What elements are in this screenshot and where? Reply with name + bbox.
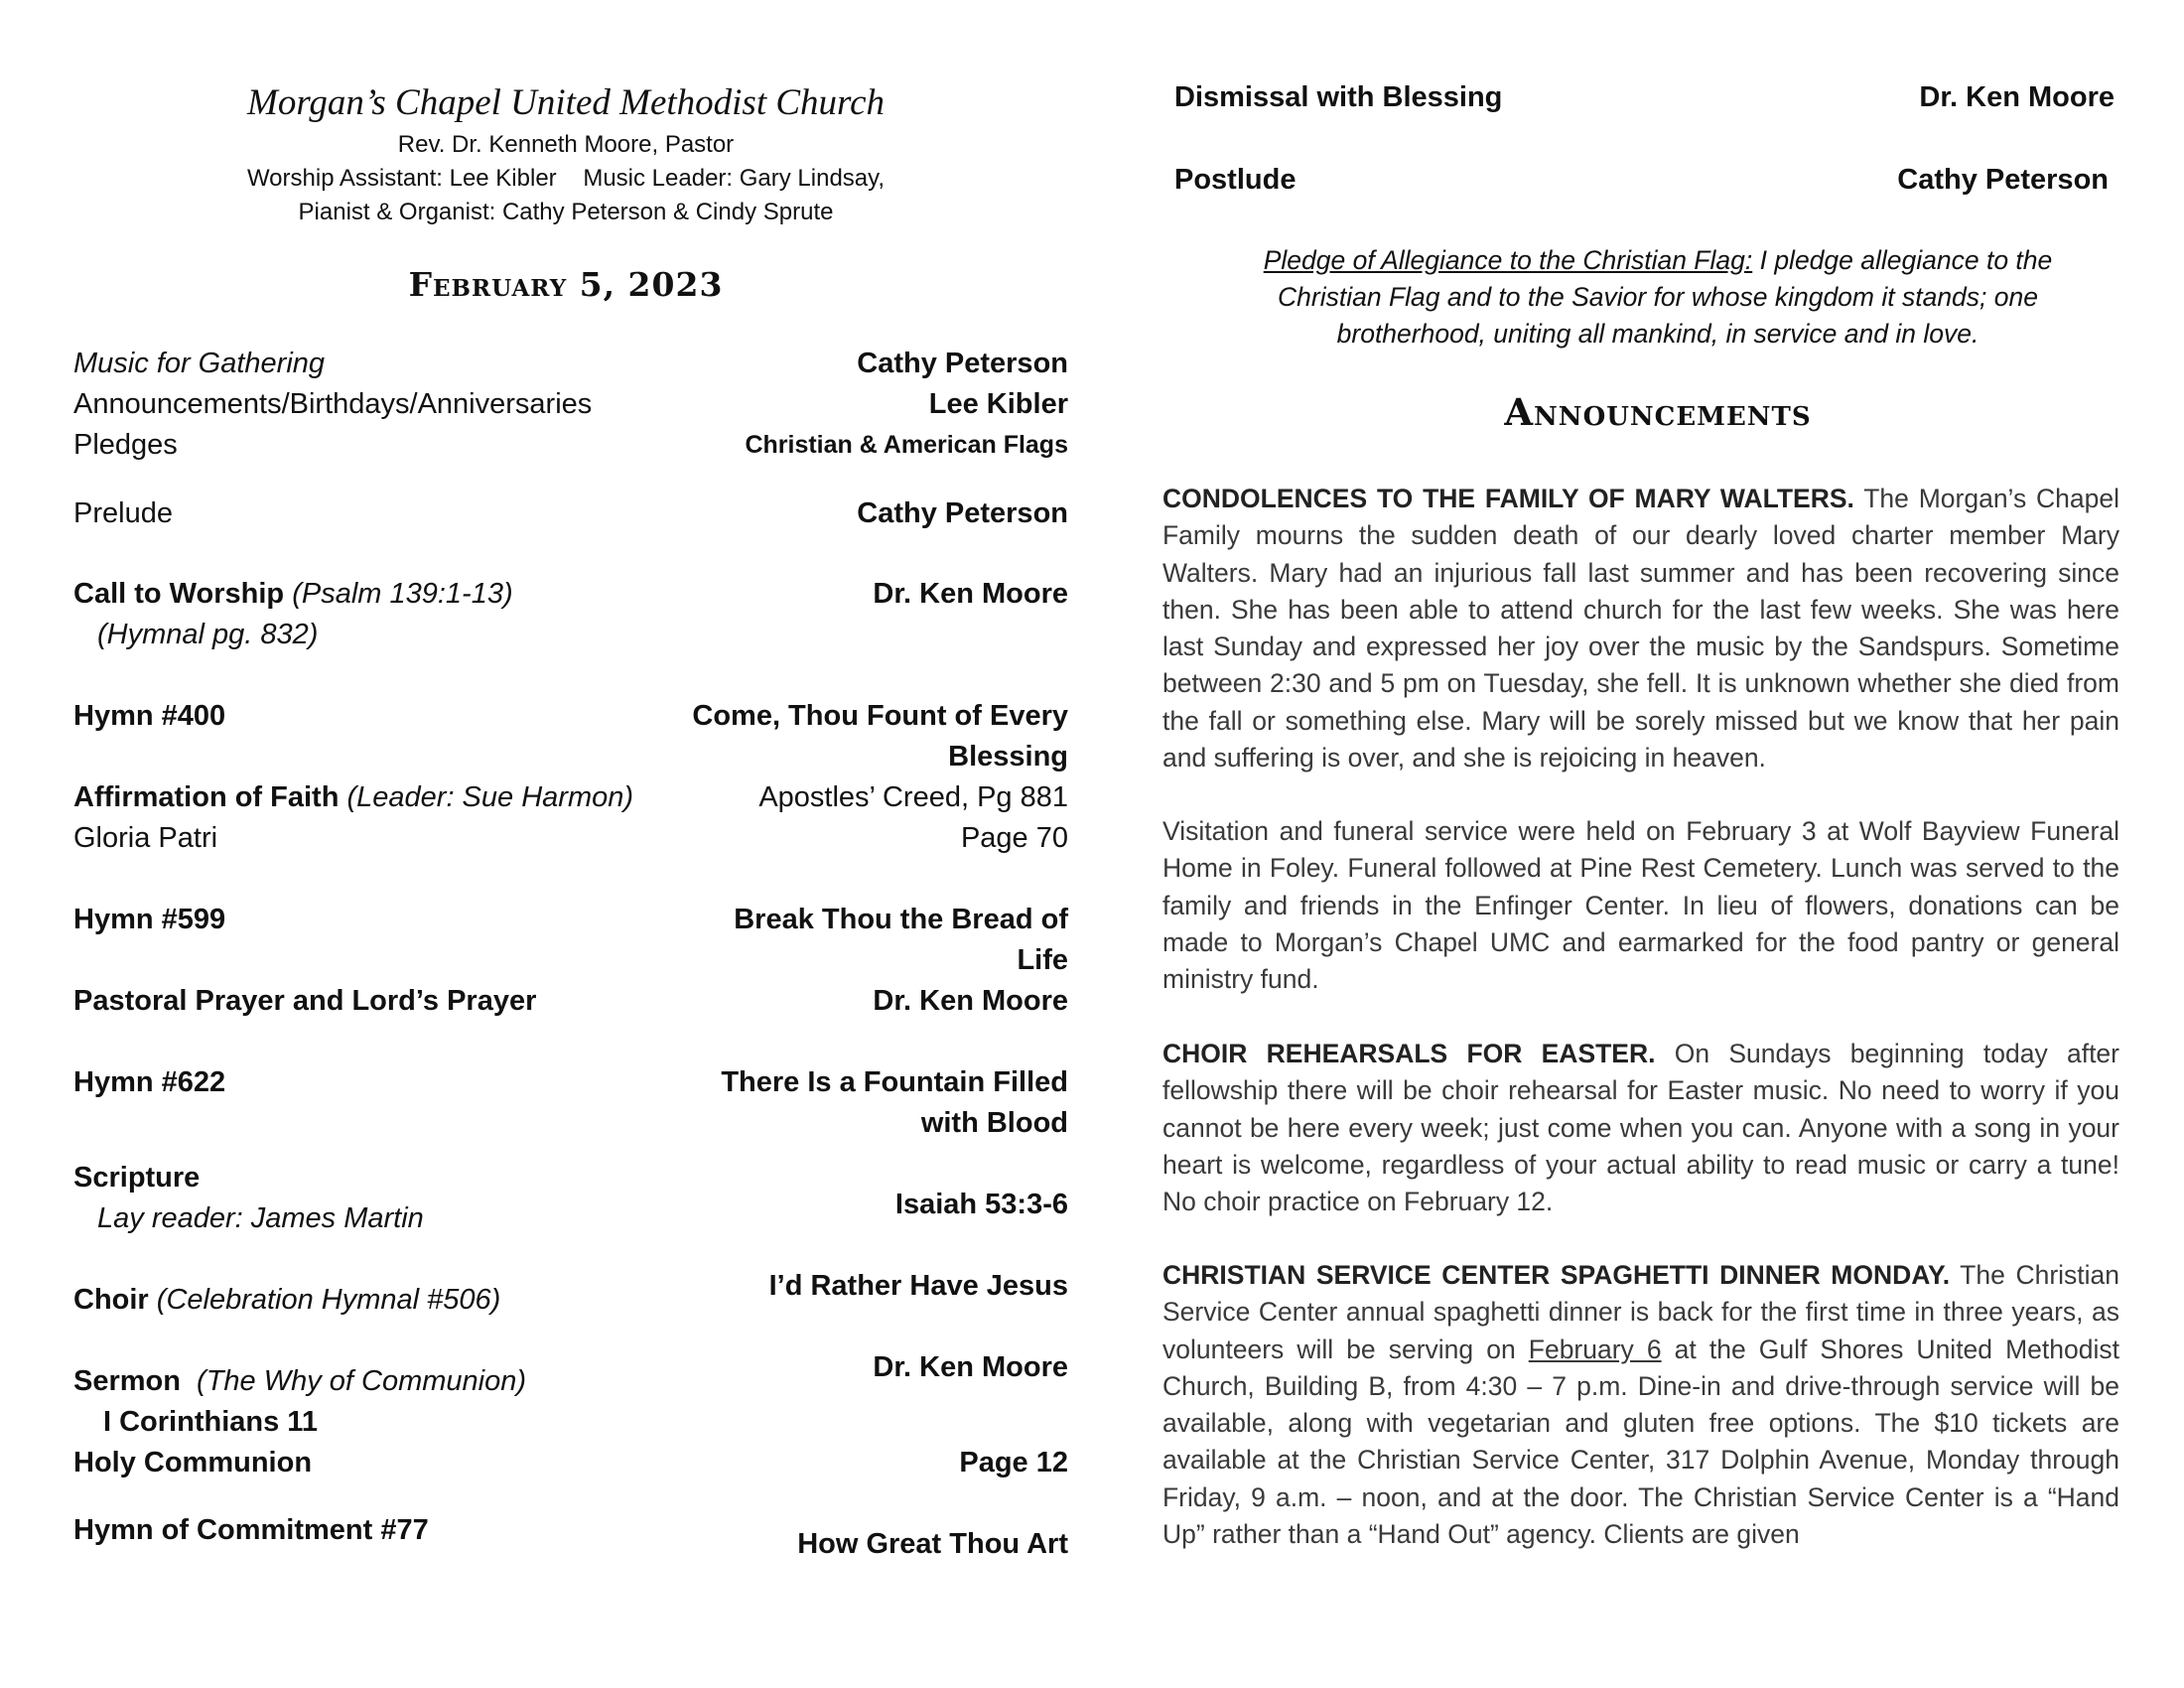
pledges-detail: Christian & American Flags [745, 431, 1068, 459]
choir-rehearsal-paragraph [1162, 1036, 2119, 1220]
call-to-worship-title: Call to Worship [73, 578, 285, 610]
prayer-leader: Dr. Ken Moore [873, 985, 1068, 1017]
affirmation-detail: Apostles’ Creed, Pg 881 [758, 781, 1068, 813]
pianists-line: Pianist & Organist: Cathy Peterson & Cindy Sprute [298, 199, 834, 225]
pledge-text-1: I pledge allegiance to the [1752, 245, 2053, 275]
dismissal-leader: Dr. Ken Moore [1919, 81, 2115, 113]
commitment-label: Hymn of Commitment #77 [73, 1514, 429, 1546]
condolences-heading: CONDOLENCES TO THE FAMILY OF MARY WALTERS. [1162, 484, 1854, 513]
pledge-text-3: brotherhood, uniting all mankind, in service and in love. [1336, 319, 1979, 349]
affirmation-leader: (Leader: Sue Harmon) [346, 781, 634, 813]
spaghetti-dinner-text-2: at the Gulf Shores United Methodist Church, Building B, from 4:30 – 7 p.m. Dine-in and drive-through service will be available, along with vegetarian and gluten free options. The $10 tickets are available at the Christian Service Center, 317 Dolphin Avenue, Monday through Friday, 9 a.m. – noon, and at the door. The Christian Service Center is a “Hand Up” rather than a “Hand Out” agency. Clients are given [1162, 1334, 2119, 1550]
hymn-400-label: Hymn #400 [73, 700, 226, 732]
communion-detail: Page 12 [959, 1447, 1068, 1478]
hymn-622-label: Hymn #622 [73, 1066, 226, 1098]
staff-line: Worship Assistant: Lee Kibler Music Leader: Gary Lindsay, [246, 165, 886, 192]
music-gathering-label: Music for Gathering [73, 348, 326, 379]
sermon-text: I Corinthians 11 [103, 1406, 318, 1438]
prelude-leader: Cathy Peterson [857, 497, 1068, 529]
announcements-heading: Announcements [1504, 390, 1812, 434]
pledge-label: Pledge of Allegiance to the Christian Flag: [1263, 245, 1753, 275]
sermon-title: (The Why of Communion) [197, 1365, 527, 1397]
pledges-label: Pledges [73, 429, 178, 461]
pastor-line: Rev. Dr. Kenneth Moore, Pastor [397, 131, 735, 158]
hymn-599-title-line2: Life [1017, 944, 1068, 976]
affirmation-title: Affirmation of Faith [73, 781, 340, 813]
announcements-leader: Lee Kibler [928, 388, 1068, 420]
choir-title: Choir [73, 1284, 149, 1316]
spaghetti-dinner-heading: CHRISTIAN SERVICE CENTER SPAGHETTI DINNER MONDAY. [1162, 1260, 1951, 1290]
choir-anthem: I’d Rather Have Jesus [768, 1270, 1068, 1302]
hymn-599-label: Hymn #599 [73, 904, 226, 935]
affirmation-label [73, 777, 633, 818]
hymn-622-title-line2: with Blood [920, 1107, 1068, 1139]
scripture-label: Scripture [73, 1162, 201, 1194]
pledge-text-2: Christian Flag and to the Savior for whose kingdom it stands; one [1278, 282, 2038, 312]
announcements-label: Announcements/Birthdays/Anniversaries [73, 388, 593, 420]
condolences-text: The Morgan’s Chapel Family mourns the sudden death of our dearly loved charter member Mary Walters. Mary had an injurious fall last summer and has been recovering since then. She has been able to attend church for the last few weeks. She was here last Sunday and expressed her joy over the music by the Sandspurs. Sometime between 2:30 and 5 pm on Tuesday, she fell. It is unknown whether she died from the fall or something else. Mary will be sorely missed but we know that her pain and suffering is over, and she is rejoicing in heaven. [1162, 484, 2119, 774]
choir-ref: (Celebration Hymnal #506) [156, 1284, 501, 1316]
sermon-preacher: Dr. Ken Moore [873, 1351, 1068, 1383]
choir-label [73, 1280, 500, 1321]
call-to-worship-leader: Dr. Ken Moore [873, 578, 1068, 610]
postlude-label: Postlude [1174, 164, 1297, 196]
dismissal-label: Dismissal with Blessing [1174, 81, 1503, 113]
church-name: Morgan’s Chapel United Methodist Church [247, 82, 885, 123]
hymn-599-title-line1: Break Thou the Bread of [734, 904, 1068, 935]
hymn-622-title-line1: There Is a Fountain Filled [721, 1066, 1068, 1098]
music-gathering-leader: Cathy Peterson [857, 348, 1068, 379]
prelude-label: Prelude [73, 497, 173, 529]
spaghetti-dinner-date: February 6 [1528, 1334, 1662, 1364]
communion-label: Holy Communion [73, 1447, 313, 1478]
scripture-reader: Lay reader: James Martin [97, 1202, 424, 1234]
scripture-reference: Isaiah 53:3-6 [894, 1189, 1068, 1220]
postlude-leader: Cathy Peterson [1897, 164, 2109, 196]
hymn-400-title-line2: Blessing [948, 741, 1068, 773]
call-to-worship-hymnal: (Hymnal pg. 832) [97, 619, 319, 650]
service-date: February 5, 2023 [408, 265, 724, 304]
hymn-400-title-line1: Come, Thou Fount of Every [692, 700, 1068, 732]
condolences-paragraph [1162, 481, 2119, 776]
visitation-paragraph: Visitation and funeral service were held on February 3 at Wolf Bayview Funeral Home in Foley. Funeral followed at Pine Rest Cemetery. Lunch was served to the family and friends in the Enfinger Center. In lieu of flowers, donations can be made to Morgan’s Chapel UMC and earmarked for the food pantry or general ministry fund. [1162, 816, 2119, 995]
spaghetti-dinner-text-1: The Christian Service Center annual spaghetti dinner is back for the first time in three years, as volunteers will be serving on [1162, 1260, 2119, 1364]
prayer-label: Pastoral Prayer and Lord’s Prayer [73, 985, 537, 1017]
commitment-hymn: How Great Thou Art [797, 1528, 1068, 1560]
spaghetti-dinner-paragraph [1162, 1257, 2119, 1555]
choir-rehearsal-text: On Sundays beginning today after fellowship there will be choir rehearsal for Easter music. No need to worry if you cannot be here every week; just come when you can. Anyone with a song in your heart is welcome, regardless of your actual ability to read music or carry a tune! No choir practice on February 12. [1162, 1039, 2119, 1217]
sermon-label [73, 1361, 526, 1402]
gloria-label: Gloria Patri [73, 822, 218, 854]
gloria-detail: Page 70 [960, 822, 1068, 854]
choir-rehearsal-heading: CHOIR REHEARSALS FOR EASTER. [1162, 1039, 1656, 1068]
sermon-title-label: Sermon [73, 1365, 181, 1397]
call-to-worship-ref: (Psalm 139:1-13) [292, 578, 513, 610]
call-to-worship-label [73, 574, 513, 615]
christian-flag-pledge [1161, 242, 2154, 352]
